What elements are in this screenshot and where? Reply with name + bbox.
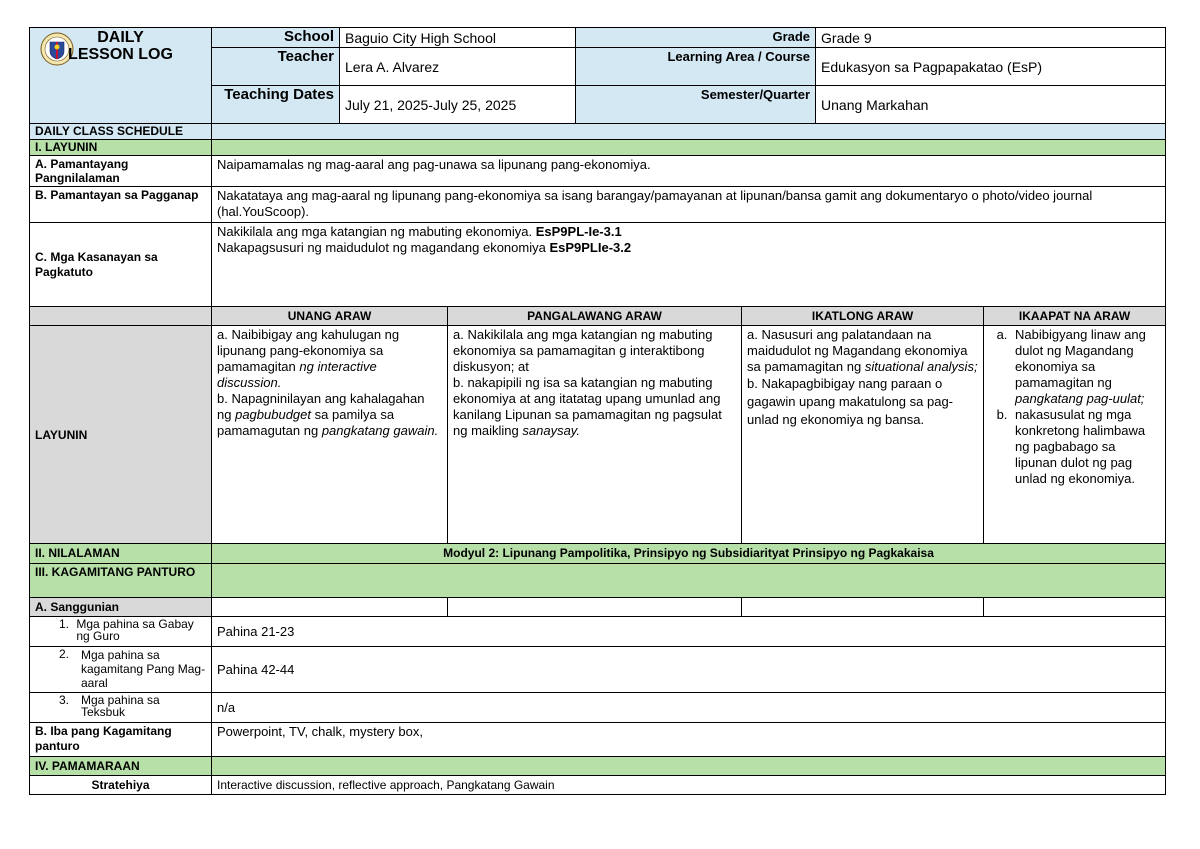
semester-label: Semester/Quarter (576, 86, 816, 124)
day3-b-text: b. Nakapagbibigay nang paraan o gagawin upang makatulong sa pag-unlad ng ekonomiya ng bansa. (747, 376, 953, 427)
pamantayan-pagganap-label: B. Pamantayan sa Pagganap (30, 187, 212, 223)
kagamitan-label: III. KAGAMITANG PANTURO (30, 564, 212, 598)
day1-b-text: b. Napagninilayan ang kahalagahan ng (217, 391, 425, 422)
grade-label: Grade (576, 28, 816, 48)
day-header-2: PANGALAWANG ARAW (448, 307, 742, 326)
stratehiya-value: Interactive discussion, reflective approach, Pangkatang Gawain (212, 776, 1166, 795)
magaaral-num: 2. (59, 647, 70, 661)
iba-value: Powerpoint, TV, chalk, mystery box, (212, 723, 1166, 757)
nilalaman-label: II. NILALAMAN (30, 544, 212, 564)
layunin-day-2 (448, 326, 742, 544)
magaaral-label (30, 647, 212, 693)
teksbuk-label (30, 693, 212, 723)
day4-a-em: pangkatang pag-uulat; (1015, 391, 1145, 406)
daily-schedule-value (212, 124, 1166, 140)
day3-a-text: a. Nasusuri ang palatandaan na maidudulot ng Magandang ekonomiya sa pamamagitan ng (747, 327, 968, 374)
teksbuk-label-text: Mga pahina sa Teksbuk (81, 693, 160, 719)
pamamaraan-fill (212, 757, 1166, 776)
sanggunian-day-4 (984, 598, 1166, 617)
sanggunian-label: A. Sanggunian (30, 598, 212, 617)
layunin-day-1 (212, 326, 448, 544)
layunin-heading-fill (212, 140, 1166, 156)
day2-b-text: b. nakapipili ng isa sa katangian ng mabuting ekonomiya at ang itatatag upang umunlad ang kanilang Lipunan sa pamamagitan ng pagsulat ng maikling (453, 375, 722, 438)
kasanayan-code-1: EsP9PL-Ie-3.1 (535, 224, 622, 239)
kasanayan-line-1: Nakikilala ang mga katangian ng mabuting ekonomiya. (217, 224, 533, 239)
layunin-day-4 (984, 326, 1166, 544)
magaaral-label-text: Mga pahina sa kagamitang Pang Mag-aaral (81, 648, 206, 690)
teacher-label: Teacher (212, 48, 340, 86)
day-header-4: IKAAPAT NA ARAW (984, 307, 1166, 326)
layunin-heading: I. LAYUNIN (30, 140, 212, 156)
title-block (30, 28, 212, 124)
school-value: Baguio City High School (340, 28, 576, 48)
day1-b2-em: pangkatang gawain. (321, 423, 439, 438)
day-header-1: UNANG ARAW (212, 307, 448, 326)
kasanayan-code-2: EsP9PLIe-3.2 (549, 240, 632, 255)
guro-label-text: Mga pahina sa Gabay ng Guro (76, 617, 194, 643)
kagamitan-fill (212, 564, 1166, 598)
daily-schedule-label: DAILY CLASS SCHEDULE (30, 124, 212, 140)
pamantayang-pangnilalaman-value: Naipamamalas ng mag-aaral ang pag-unawa sa lipunang pang-ekonomiya. (212, 156, 1166, 187)
day1-a-text: a. Naibibigay ang kahulugan ng lipunang pang-ekonomiya sa pamamagitan (217, 327, 400, 374)
teaching-dates-label: Teaching Dates (212, 86, 340, 124)
magaaral-value: Pahina 42-44 (212, 647, 1166, 693)
day2-a-text: a. Nakikilala ang mga katangian ng mabuting ekonomiya sa pamamagitan g interaktibong diskusyon; at (453, 327, 713, 374)
teksbuk-num: 3. (59, 693, 70, 707)
kasanayan-line-2: Nakapagsusuri ng maidudulot ng magandang ekonomiya (217, 240, 546, 255)
day1-b2-text: sa pamilya sa pamamagutan ng (217, 407, 395, 438)
pamantayang-pangnilalaman-label: A. Pamantayang Pangnilalaman (30, 156, 212, 187)
guro-num: 1. (59, 617, 70, 631)
school-label: School (212, 28, 340, 48)
layunin-label: LAYUNIN (30, 326, 212, 544)
sanggunian-day-2 (448, 598, 742, 617)
sanggunian-day-3 (742, 598, 984, 617)
teacher-value: Lera A. Alvarez (340, 48, 576, 86)
kasanayan-value (212, 223, 1166, 307)
guro-value: Pahina 21-23 (212, 617, 1166, 647)
pamamaraan-label: IV. PAMAMARAAN (30, 757, 212, 776)
day4-b-text: nakasusulat ng mga konkretong halimbawa ng pagbabago sa lipunan dulot ng pag unlad ng ekonomiya. (1015, 407, 1146, 486)
learning-area-value: Edukasyon sa Pagpapakatao (EsP) (816, 48, 1166, 86)
day4-item-b (1011, 407, 1160, 487)
guro-label (30, 617, 212, 647)
teaching-dates-value: July 21, 2025-July 25, 2025 (340, 86, 576, 124)
teksbuk-value: n/a (212, 693, 1166, 723)
learning-area-label: Learning Area / Course (576, 48, 816, 86)
semester-value: Unang Markahan (816, 86, 1166, 124)
iba-label: B. Iba pang Kagamitang panturo (30, 723, 212, 757)
day-header-blank (30, 307, 212, 326)
grade-value: Grade 9 (816, 28, 1166, 48)
title-line-1: DAILY (97, 29, 144, 46)
kasanayan-label: C. Mga Kasanayan sa Pagkatuto (30, 223, 212, 307)
day4-a-text: Nabibigyang linaw ang dulot ng Magandang ekonomiya sa pamamagitan ng (1015, 327, 1146, 390)
layunin-day-3 (742, 326, 984, 544)
day-header-3: IKATLONG ARAW (742, 307, 984, 326)
day4-item-a (1011, 327, 1160, 407)
day1-a-em: ng interactive discussion. (217, 359, 377, 390)
day1-b-em: pagbubudget (235, 407, 312, 422)
nilalaman-value: Modyul 2: Lipunang Pampolitika, Prinsipyo ng Subsidiarityat Prinsipyo ng Pagkakaisa (212, 544, 1166, 564)
pamantayan-pagganap-value: Nakatataya ang mag-aaral ng lipunang pang-ekonomiya sa isang barangay/pamayanan at lipunan/bansa gamit ang dokumentaryo o photo/video journal (hal.YouScoop). (212, 187, 1166, 223)
title-line-2: LESSON LOG (68, 46, 173, 63)
stratehiya-label: Stratehiya (30, 776, 212, 795)
daily-lesson-log-table (29, 27, 1166, 795)
day2-b-em: sanaysay. (522, 423, 580, 438)
day3-a-em: situational analysis; (864, 359, 978, 374)
sanggunian-day-1 (212, 598, 448, 617)
